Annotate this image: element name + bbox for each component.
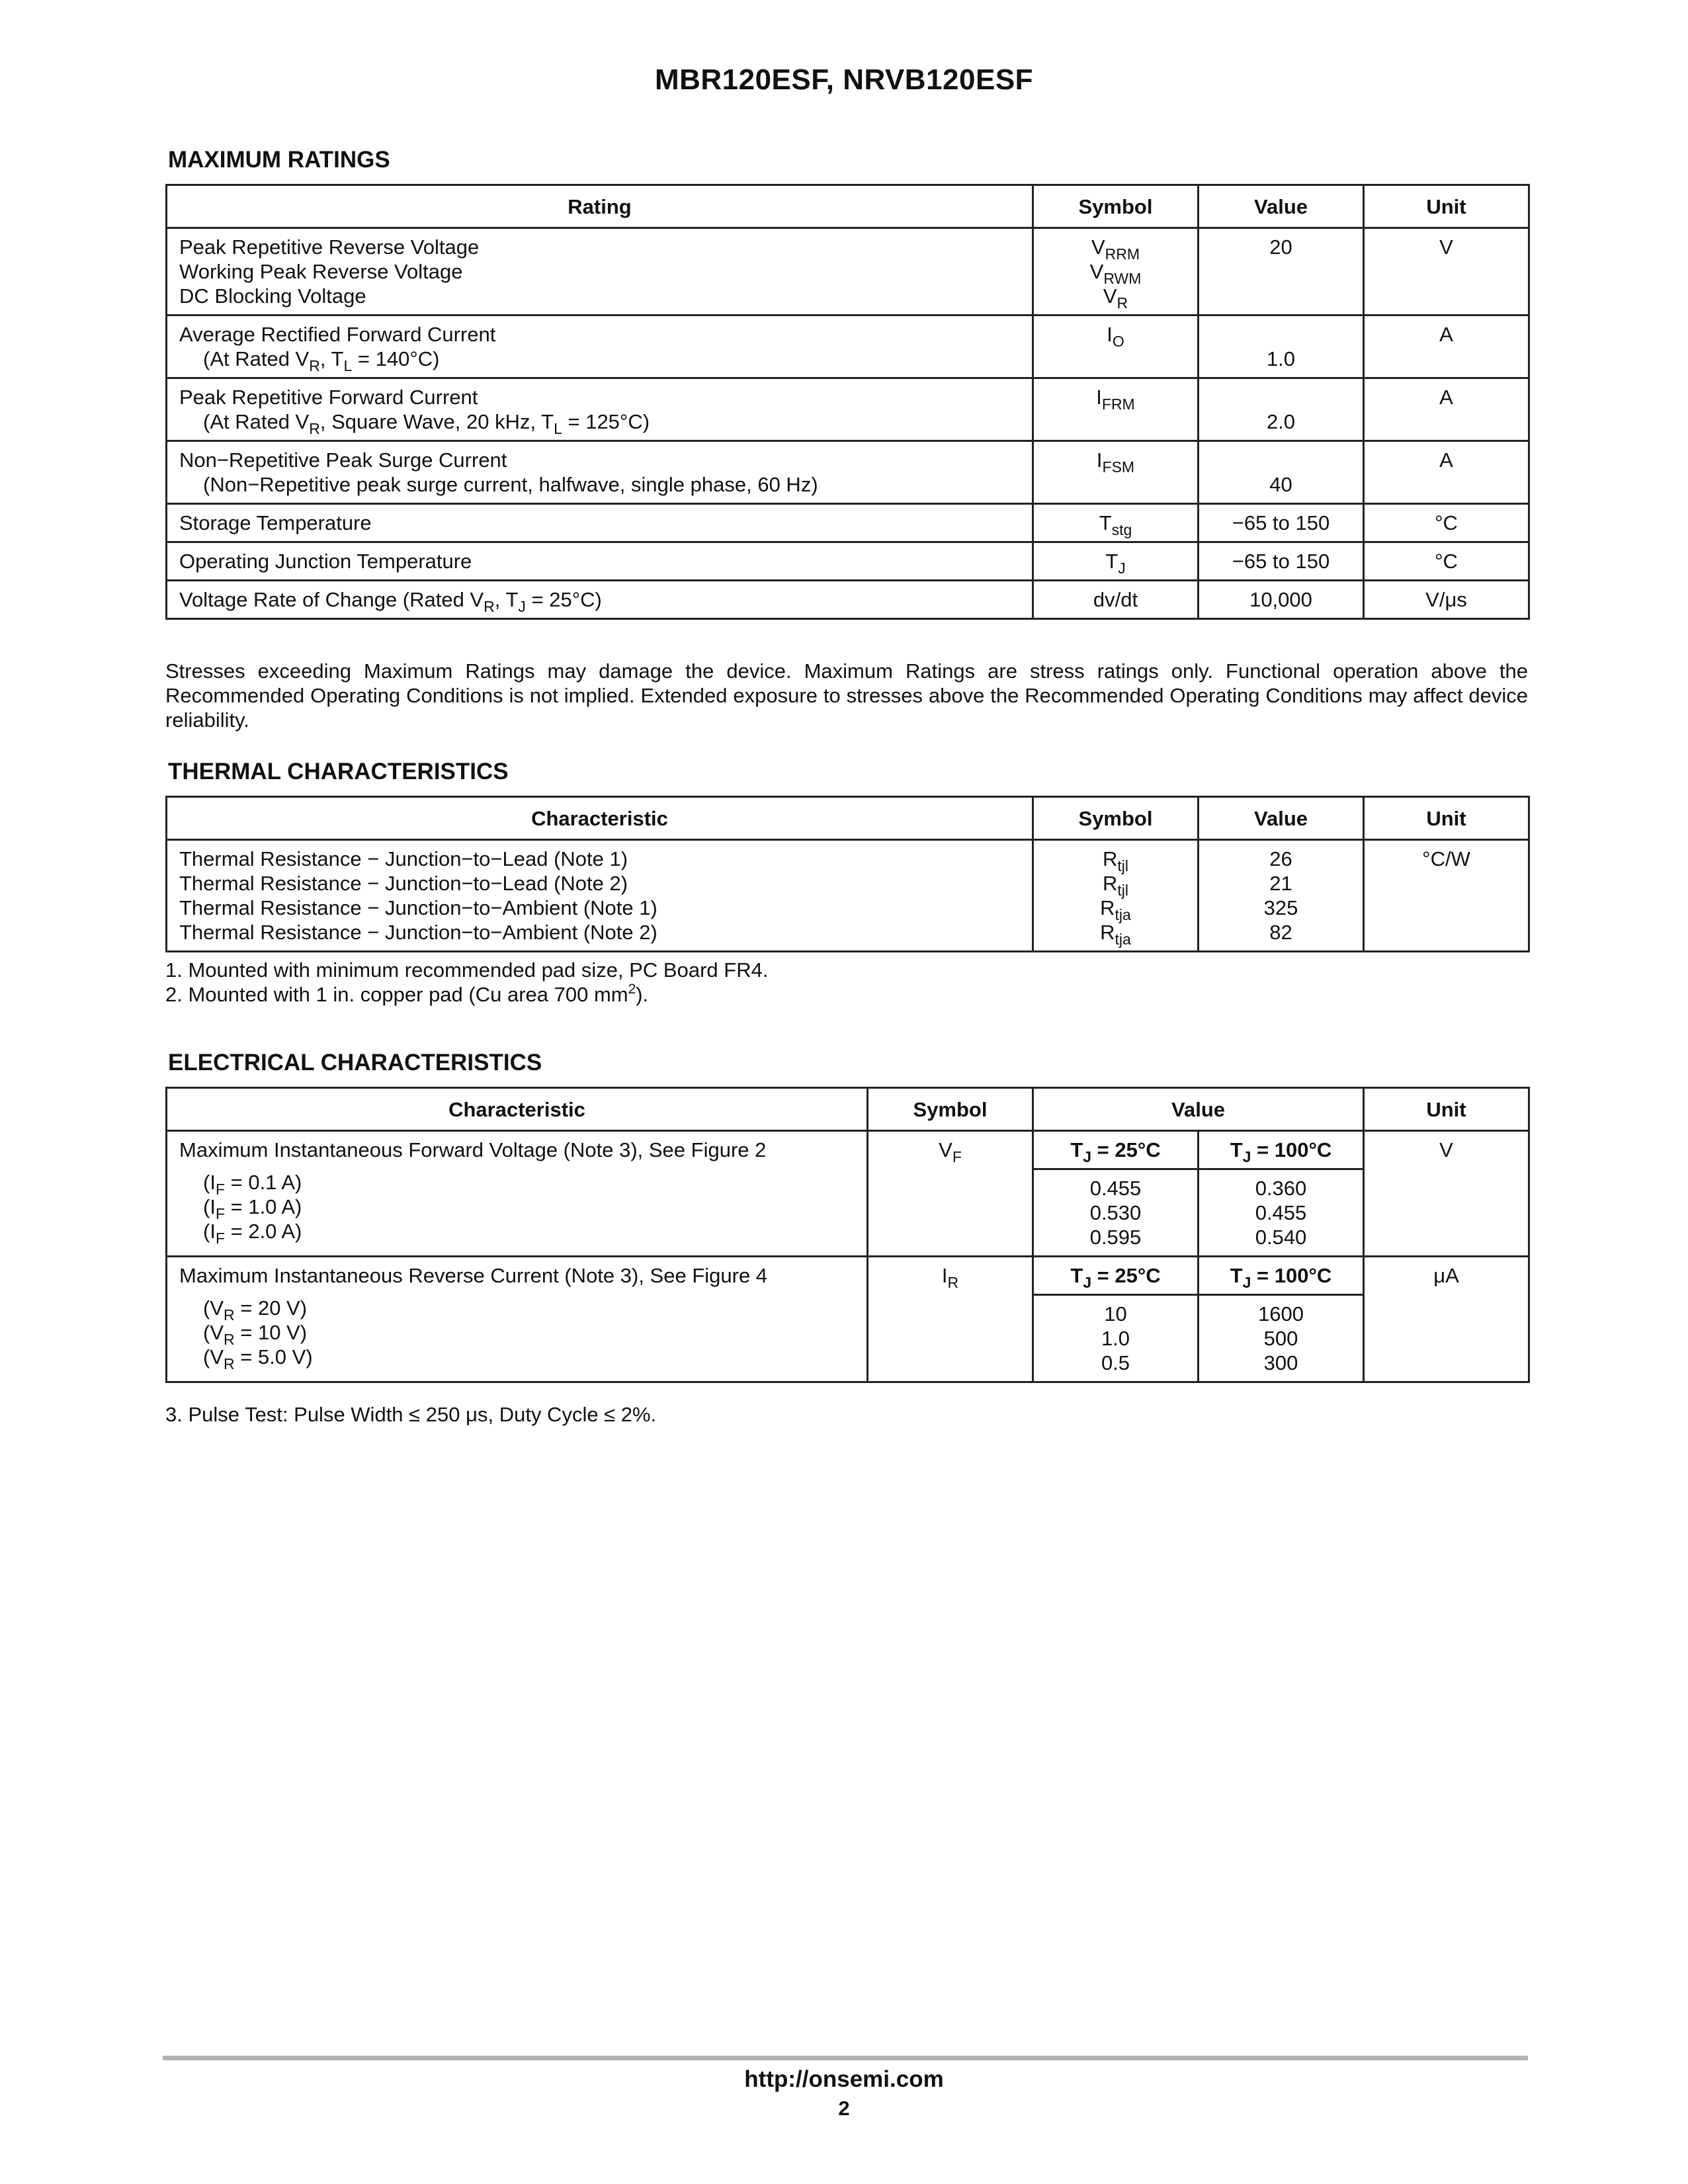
temp-header-100: $T_J = 100^\circ C$ [1199, 1131, 1364, 1169]
symbol-cell: $R_{tjl}$ $R_{tjl}$ $R_{tja}$ $R_{tja}$ [1033, 840, 1199, 952]
max-ratings-note: Stresses exceeding Maximum Ratings may damage the device. Maximum Ratings are stress ratings only. Functional operation above the Recommended Operating Conditions is not implied. Extended exposure to stresses above the Recommended Operating Conditions may affect device reliability. [165, 659, 1528, 732]
rating-cell: Peak Repetitive Reverse Voltage Working Peak Reverse Voltage DC Blocking Voltage [167, 228, 1033, 315]
value-cell: 1.0 [1199, 315, 1364, 378]
col-header: Value [1033, 1088, 1364, 1131]
col-header: Characteristic [167, 1088, 868, 1131]
col-header: Value [1199, 797, 1364, 840]
characteristic-cell: Thermal Resistance − Junction−to−Lead (Note 1) Thermal Resistance − Junction−to−Lead (Note 2) Thermal Resistance − Junction−to−Ambient (Note 1) Thermal Resistance − Junction−to−Ambient (Note 2) [167, 840, 1033, 952]
electrical-note: 3. Pulse Test: Pulse Width ≤ 250 μs, Duty Cycle ≤ 2%. [165, 1403, 657, 1426]
table-row [167, 542, 1529, 581]
value-cell: 0.360 0.455 0.540 [1199, 1169, 1364, 1257]
col-header: Unit [1364, 1088, 1529, 1131]
temp-header-25: $T_J = 25^\circ C$ [1033, 1131, 1199, 1169]
unit-cell: °C [1364, 504, 1529, 542]
table-row [167, 1257, 1529, 1295]
table-row [167, 441, 1529, 504]
value-cell: 20 [1199, 228, 1364, 315]
unit-cell: μA [1364, 1257, 1529, 1382]
thermal-table [165, 796, 1530, 952]
table-header-row [167, 185, 1529, 228]
col-header: Value [1199, 185, 1364, 228]
table-row [167, 504, 1529, 542]
table-row [167, 228, 1529, 315]
col-header: Symbol [1033, 185, 1199, 228]
unit-cell: V [1364, 1131, 1529, 1257]
value-cell: 10,000 [1199, 581, 1364, 619]
table-header-row [167, 1088, 1529, 1131]
col-header: Unit [1364, 185, 1529, 228]
symbol-cell: $V_F$ [868, 1131, 1033, 1257]
unit-cell: A [1364, 441, 1529, 504]
symbol-cell: $I_O$ [1033, 315, 1199, 378]
temp-header-100: $T_J = 100^\circ C$ [1199, 1257, 1364, 1295]
max-ratings-title: MAXIMUM RATINGS [168, 147, 390, 173]
symbol-cell: $I_{FSM}$ [1033, 441, 1199, 504]
col-header: Unit [1364, 797, 1529, 840]
unit-cell: A [1364, 378, 1529, 441]
value-cell: −65 to 150 [1199, 542, 1364, 581]
value-cell: 10 1.0 0.5 [1033, 1295, 1199, 1382]
symbol-cell: dv/dt [1033, 581, 1199, 619]
unit-cell: °C [1364, 542, 1529, 581]
table-header-row [167, 797, 1529, 840]
thermal-notes [165, 958, 1528, 1007]
rating-cell: Peak Repetitive Forward Current (At Rated $V_R$, Square Wave, 20 kHz, $T_L = 125^\circ C$) [167, 378, 1033, 441]
table-row [167, 581, 1529, 619]
value-cell: 0.455 0.530 0.595 [1033, 1169, 1199, 1257]
value-cell: 1600 500 300 [1199, 1295, 1364, 1382]
characteristic-cell: Maximum Instantaneous Forward Voltage (Note 3), See Figure 2 ($I_F = 0.1$ A) ($I_F = 1.0$ A) ($I_F = 2.0$ A) [167, 1131, 868, 1257]
max-ratings-table [165, 184, 1530, 620]
value-cell: −65 to 150 [1199, 504, 1364, 542]
table-row [167, 315, 1529, 378]
col-header: Rating [167, 185, 1033, 228]
footer-url-link[interactable]: http://onsemi.com [744, 2066, 944, 2092]
unit-cell: A [1364, 315, 1529, 378]
col-header: Characteristic [167, 797, 1033, 840]
note-1: 1. Mounted with minimum recommended pad size, PC Board FR4. [165, 958, 769, 982]
unit-cell: °C/W [1364, 840, 1529, 952]
rating-cell: Non−Repetitive Peak Surge Current (Non−Repetitive peak surge current, halfwave, single phase, 60 Hz) [167, 441, 1033, 504]
electrical-table [165, 1087, 1530, 1383]
characteristic-cell: Maximum Instantaneous Reverse Current (Note 3), See Figure 4 ($V_R = 20$ V) ($V_R = 10$ V) ($V_R = 5.0$ V) [167, 1257, 868, 1382]
electrical-title: ELECTRICAL CHARACTERISTICS [168, 1050, 542, 1075]
footer-divider [163, 2056, 1528, 2060]
unit-cell: V/μs [1364, 581, 1529, 619]
symbol-cell: $I_{FRM}$ [1033, 378, 1199, 441]
symbol-cell: $I_R$ [868, 1257, 1033, 1382]
rating-cell: Storage Temperature [167, 504, 1033, 542]
rating-cell: Average Rectified Forward Current (At Rated $V_R$, $T_L = 140^\circ C$) [167, 315, 1033, 378]
table-row [167, 1131, 1529, 1169]
col-header: Symbol [868, 1088, 1033, 1131]
page-title: MBR120ESF, NRVB120ESF [654, 63, 1034, 96]
unit-cell: V [1364, 228, 1529, 315]
page-number: 2 [838, 2097, 850, 2120]
col-header: Symbol [1033, 797, 1199, 840]
symbol-cell: $T_J$ [1033, 542, 1199, 581]
note-2: 2. Mounted with 1 in. copper pad (Cu area 700 $mm^2$). [165, 982, 649, 1006]
symbol-cell: $T_{stg}$ [1033, 504, 1199, 542]
table-row [167, 378, 1529, 441]
value-cell: 26 21 325 82 [1199, 840, 1364, 952]
thermal-title: THERMAL CHARACTERISTICS [168, 759, 509, 784]
value-cell: 40 [1199, 441, 1364, 504]
temp-header-25: $T_J = 25^\circ C$ [1033, 1257, 1199, 1295]
value-cell: 2.0 [1199, 378, 1364, 441]
rating-cell: Operating Junction Temperature [167, 542, 1033, 581]
symbol-cell: $V_{RRM}$ $V_{RWM}$ $V_R$ [1033, 228, 1199, 315]
rating-cell: Voltage Rate of Change (Rated $V_R$, $T_J = 25^\circ C$) [167, 581, 1033, 619]
table-row [167, 840, 1529, 952]
